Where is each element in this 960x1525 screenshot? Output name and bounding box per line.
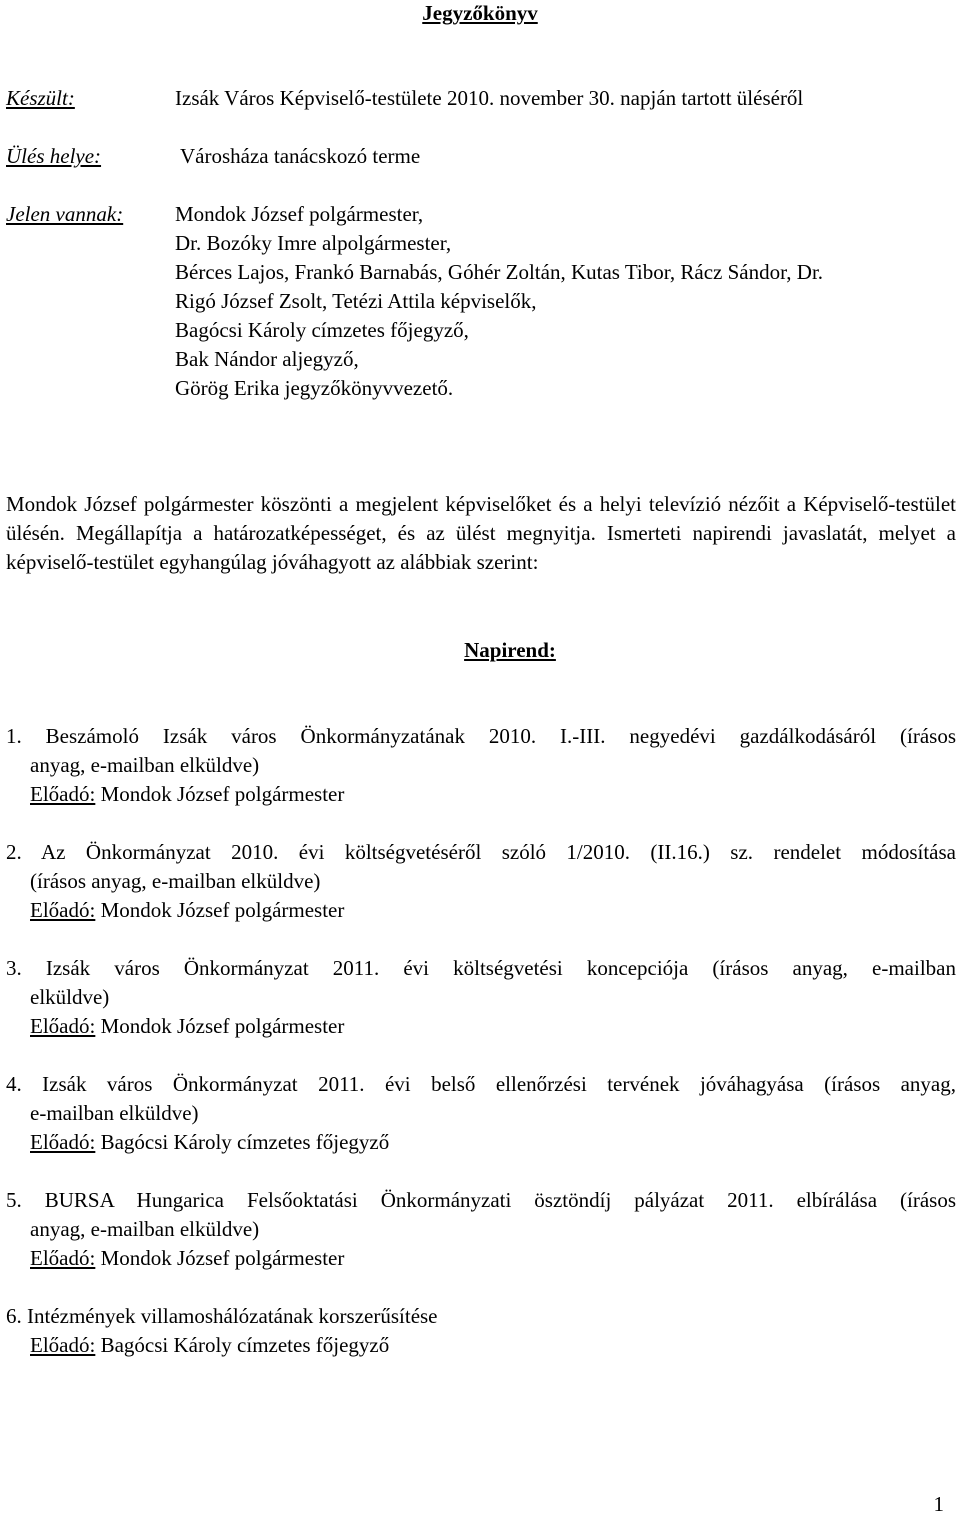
attendee-line: Bak Nándor aljegyző, <box>175 347 359 371</box>
agenda-item-continuation: (írásos anyag, e-mailban elküldve) <box>30 869 321 893</box>
attendee-list <box>175 200 823 403</box>
speaker-name: Bagócsi Károly címzetes főjegyző <box>100 1333 390 1357</box>
speaker-label: Előadó: <box>30 1130 96 1154</box>
keszult-value: Izsák Város Képviselő-testülete 2010. november 30. napján tartott üléséről <box>175 86 804 110</box>
speaker-label: Előadó: <box>30 898 96 922</box>
attendee-line: Bérces Lajos, Frankó Barnabás, Góhér Zoltán, Kutas Tibor, Rácz Sándor, Dr. <box>175 260 824 284</box>
attendee-line: Rigó József Zsolt, Tetézi Attila képviselők, <box>175 289 537 313</box>
agenda-item-title: 2. Az Önkormányzat 2010. évi költségvetéséről szóló 1/2010. (II.16.) sz. rendelet módosítása <box>6 840 956 864</box>
attendee-line: Bagócsi Károly címzetes főjegyző, <box>175 318 469 342</box>
speaker-label: Előadó: <box>30 782 96 806</box>
keszult-label: Készült: <box>6 86 75 110</box>
speaker-name: Mondok József polgármester <box>100 1014 345 1038</box>
speaker-name: Bagócsi Károly címzetes főjegyző <box>100 1130 390 1154</box>
agenda-item-title: 3. Izsák város Önkormányzat 2011. évi költségvetési koncepciója (írásos anyag, e-mailban <box>6 956 956 980</box>
intro-paragraph: Mondok József polgármester köszönti a megjelent képviselőket és a helyi televízió nézőit a Képviselő-testület ülésén. Megállapítja a határozatképességet, és az ülést megnyitja. Ismerteti napirendi javaslatát, melyet a képviselő-testület egyhangúlag jóváhagyott az alábbiak szerint: <box>6 492 956 574</box>
speaker-name: Mondok József polgármester <box>100 782 345 806</box>
agenda-item-title: 6. Intézmények villamoshálózatának korszerűsítése <box>6 1304 438 1328</box>
jelen-vannak-label: Jelen vannak: <box>6 202 124 226</box>
speaker-name: Mondok József polgármester <box>100 1246 345 1270</box>
speaker-label: Előadó: <box>30 1246 96 1270</box>
speaker-name: Mondok József polgármester <box>100 898 345 922</box>
agenda-item-6 <box>6 1302 956 1360</box>
attendee-line: Dr. Bozóky Imre alpolgármester, <box>175 231 452 255</box>
speaker-label: Előadó: <box>30 1333 96 1357</box>
ules-helye-label: Ülés helye: <box>6 144 102 168</box>
page-number: 1 <box>933 1492 944 1516</box>
attendee-line: Görög Erika jegyzőkönyvvezető. <box>175 376 454 400</box>
agenda-item-5 <box>6 1186 956 1273</box>
agenda-item-continuation: elküldve) <box>30 985 110 1009</box>
agenda-item-title: 5. BURSA Hungarica Felsőoktatási Önkormányzati ösztöndíj pályázat 2011. elbírálása (írásos <box>6 1188 956 1212</box>
agenda-item-continuation: anyag, e-mailban elküldve) <box>30 1217 260 1241</box>
agenda-heading: Napirend: <box>464 638 556 662</box>
agenda-item-continuation: anyag, e-mailban elküldve) <box>30 753 260 777</box>
agenda-item-title: 1. Beszámoló Izsák város Önkormányzatának 2010. I.-III. negyedévi gazdálkodásáról (írásos <box>6 724 956 748</box>
agenda-item-4 <box>6 1070 956 1157</box>
agenda-item-title: 4. Izsák város Önkormányzat 2011. évi belső ellenőrzési tervének jóváhagyása (írásos anyag, <box>6 1072 956 1096</box>
speaker-label: Előadó: <box>30 1014 96 1038</box>
attendee-line: Mondok József polgármester, <box>175 202 424 226</box>
ules-helye-value: Városháza tanácskozó terme <box>180 144 421 168</box>
agenda-item-1 <box>6 722 956 809</box>
document-title: Jegyzőkönyv <box>422 1 538 25</box>
agenda-item-3 <box>6 954 956 1041</box>
agenda-item-continuation: e-mailban elküldve) <box>30 1101 199 1125</box>
agenda-item-2 <box>6 838 956 925</box>
